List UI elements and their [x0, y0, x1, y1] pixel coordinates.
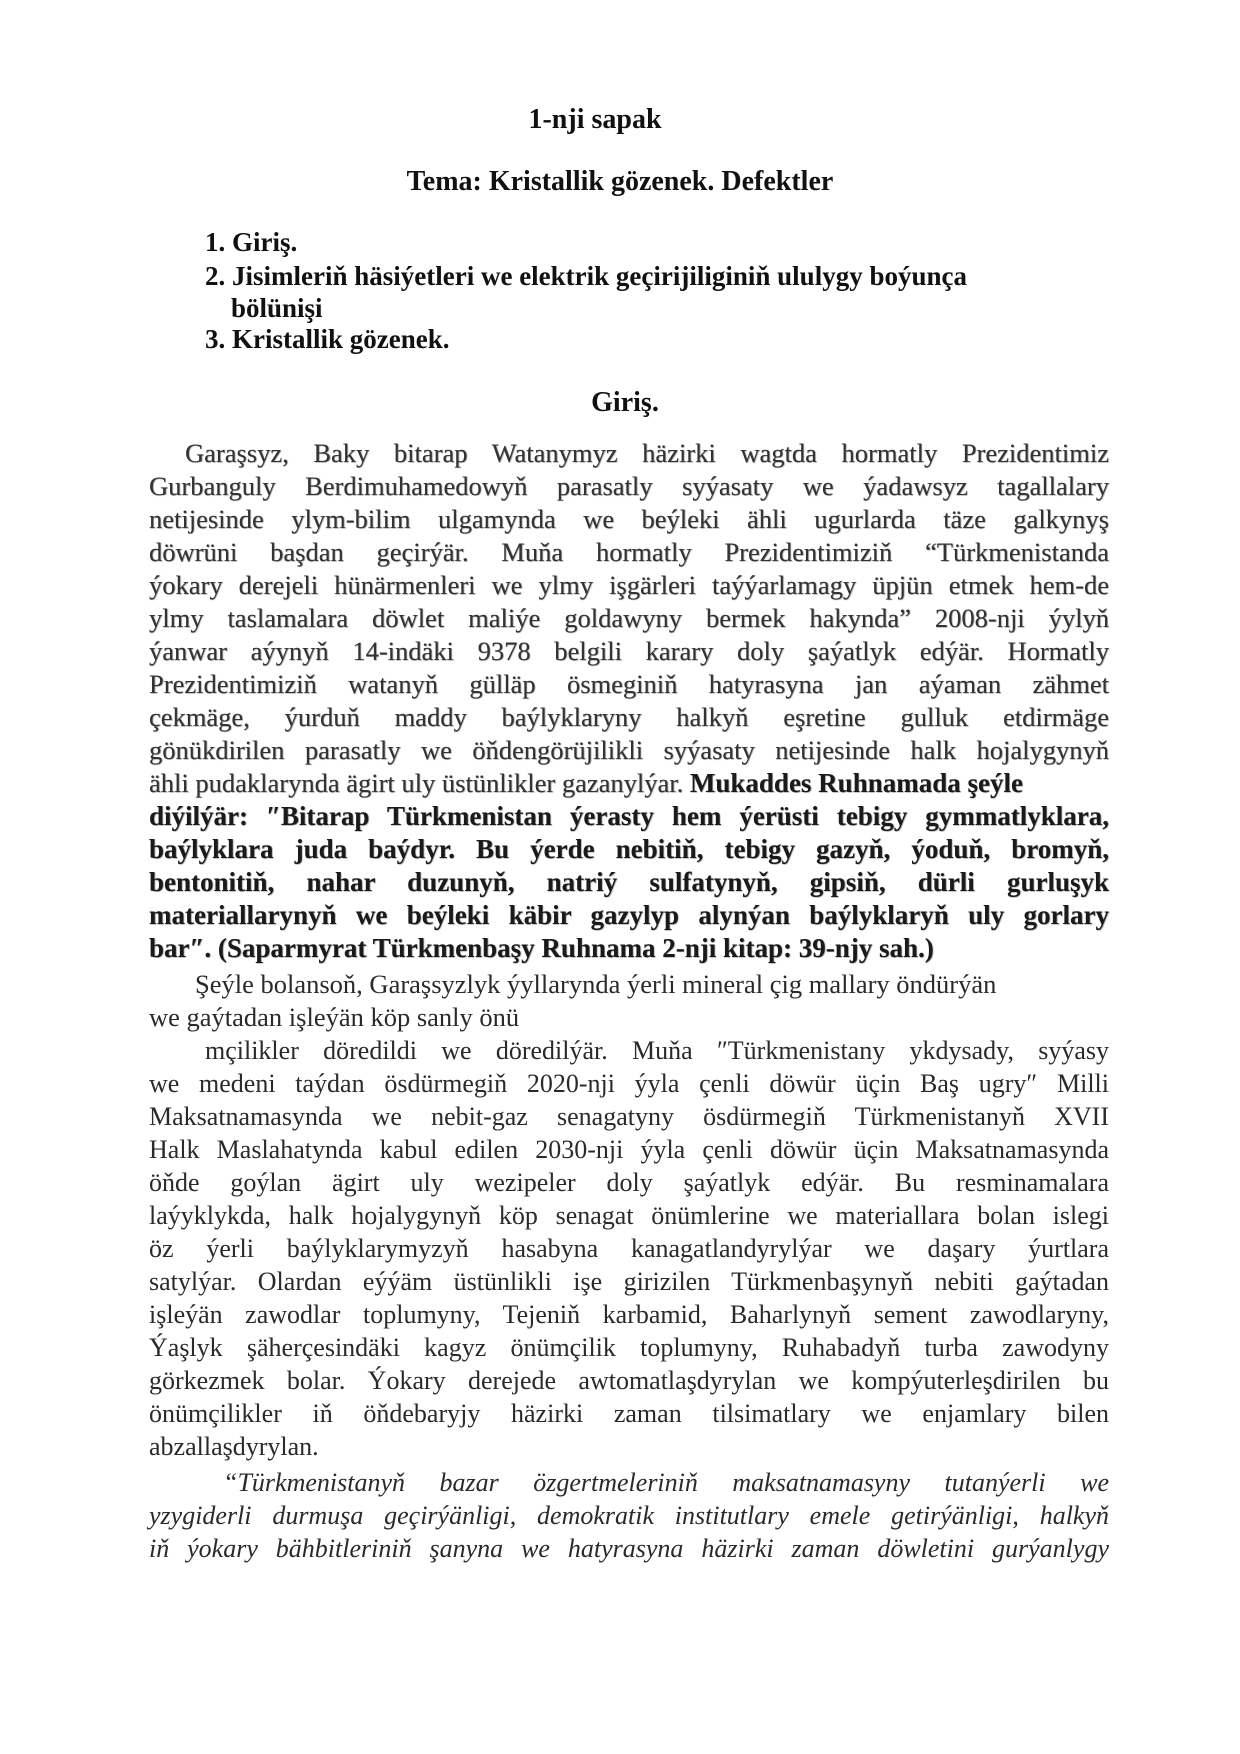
text-line: iň ýokary bähbitleriniň şanyna we hatyrasyna häzirki zaman döwletini gurýanlygy	[149, 1534, 1109, 1563]
quote-line: materiallarynyň we beýleki käbir gazylyp alynýan baýlyklaryň uly gorlary	[149, 900, 1109, 930]
text-line: ýanwar aýynyň 14-indäki 9378 belgili karary doly şaýatlyk edýär. Hormatly	[149, 636, 1109, 666]
quote-intro: Mukaddes Ruhnamada şeýle	[689, 768, 1023, 798]
text-line: döwrüni başdan geçirýär. Muňa hormatly Prezidentimiziň “Türkmenistanda	[149, 537, 1109, 567]
quote-line: baýlyklara juda baýdyr. Bu ýerde nebitiň, tebigy gazyň, ýoduň, bromyň,	[149, 834, 1109, 864]
text-line: satylýar. Olardan eýýäm üstünlikli işe girizilen Türkmenbaşynyň nebiti gaýtadan	[149, 1267, 1109, 1296]
outline-item: 3. Kristallik gözenek.	[205, 324, 450, 354]
quote-line: diýilýär: ″Bitarap Türkmenistan ýerasty hem ýerüsti tebigy gymmatlyklara,	[149, 801, 1109, 831]
text-line: Ýaşlyk şäherçesindäki kagyz önümçilik toplumyny, Ruhabadyň turba zawodyny	[149, 1333, 1109, 1362]
quote-line: bentonitiň, nahar duzunyň, natriý sulfatynyň, gipsiň, dürli gurluşyk	[149, 867, 1109, 897]
text-line: Maksatnamasynda we nebit-gaz senagatyny ösdürmegiň Türkmenistanyň XVII	[149, 1102, 1109, 1131]
text-line: Şeýle bolansoň, Garaşsyzlyk ýyllarynda ýerli mineral çig mallary öndürýän	[195, 969, 997, 999]
text-line: çekmäge, ýurduň maddy baýlyklaryny halkyň eşretine gulluk etdirmäge	[149, 702, 1109, 732]
text-line: we gaýtadan işleýän köp sanly önü	[149, 1002, 520, 1032]
text-line: laýyklykda, halk hojalygynyň köp senagat önümlerine we materiallara bolan islegi	[149, 1201, 1109, 1230]
outline-item-continuation: bölünişi	[231, 293, 323, 323]
text-line: ýokary derejeli hünärmenleri we ylmy işgärleri taýýarlamagy üpjün etmek hem-de	[149, 570, 1109, 600]
text-line: netijesinde ylym-bilim ulgamynda we beýleki ähli ugurlarda täze galkynyş	[149, 504, 1109, 534]
text-line: Gurbanguly Berdimuhamedowyň parasatly syýasaty we ýadawsyz tagallalary	[149, 471, 1109, 501]
text-line: öňde goýlan ägirt uly wezipeler doly şaýatlyk edýär. Bu resminamalara	[149, 1168, 1109, 1197]
text-line: “Türkmenistanyň bazar özgertmeleriniň maksatnamasyny tutanýerli we	[223, 1468, 1109, 1497]
text-line: Halk Maslahatynda kabul edilen 2030-nji ýyla çenli döwür üçin Maksatnamasynda	[149, 1135, 1109, 1164]
text-line: gönükdirilen parasatly we öňdengörüjilikli syýasaty netijesinde halk hojalygynyň	[149, 735, 1109, 765]
quote-line: bar″. (Saparmyrat Türkmenbaşy Ruhnama 2-nji kitap: 39-njy sah.)	[149, 933, 934, 963]
section-title: Giriş.	[591, 387, 659, 418]
text-line: işleýän zawodlar toplumyny, Tejeniň karbamid, Baharlynyň sement zawodlaryny,	[149, 1300, 1109, 1329]
text-line: yzygiderli durmuşa geçirýänligi, demokratik institutlary emele getirýänligi, halkyň	[149, 1501, 1109, 1530]
text-line: görkezmek bolar. Ýokary derejede awtomatlaşdyrylan we kompýuterleşdirilen bu	[149, 1366, 1109, 1395]
text-line: önümçilikler iň öňdebaryjy häzirki zaman tilsimatlary we enjamlary bilen	[149, 1399, 1109, 1428]
text-line: abzallaşdyrylan.	[149, 1432, 319, 1461]
topic-heading: Tema: Kristallik gözenek. Defektler	[406, 166, 834, 197]
text-line: ylmy taslamalara döwlet maliýe goldawyny bermek hakynda” 2008-nji ýylyň	[149, 603, 1109, 633]
outline-item: 2. Jisimleriň häsiýetleri we elektrik geçirijiliginiň ululygy boýunça	[205, 261, 967, 291]
text-run: ähli pudaklarynda ägirt uly üstünlikler gazanylýar.	[149, 768, 690, 798]
text-line: öz ýerli baýlyklarymyzyň hasabyna kanagatlandyrylýar we daşary ýurtlara	[149, 1234, 1109, 1263]
text-line	[149, 767, 1023, 800]
lesson-heading: 1-nji sapak	[528, 104, 662, 135]
text-line: Garaşsyz, Baky bitarap Watanymyz häzirki wagtda hormatly Prezidentimiz	[185, 438, 1109, 468]
text-line: we medeni taýdan ösdürmegiň 2020-nji ýyla çenli döwür üçin Baş ugry″ Milli	[149, 1069, 1109, 1098]
text-line: mçilikler döredildi we döredilýär. Muňa ″Türkmenistany ykdysady, syýasy	[205, 1036, 1109, 1065]
text-line: Prezidentimiziň watanyň gülläp ösmeginiň hatyrasyna jan aýaman zähmet	[149, 669, 1109, 699]
outline-item: 1. Giriş.	[205, 227, 298, 257]
